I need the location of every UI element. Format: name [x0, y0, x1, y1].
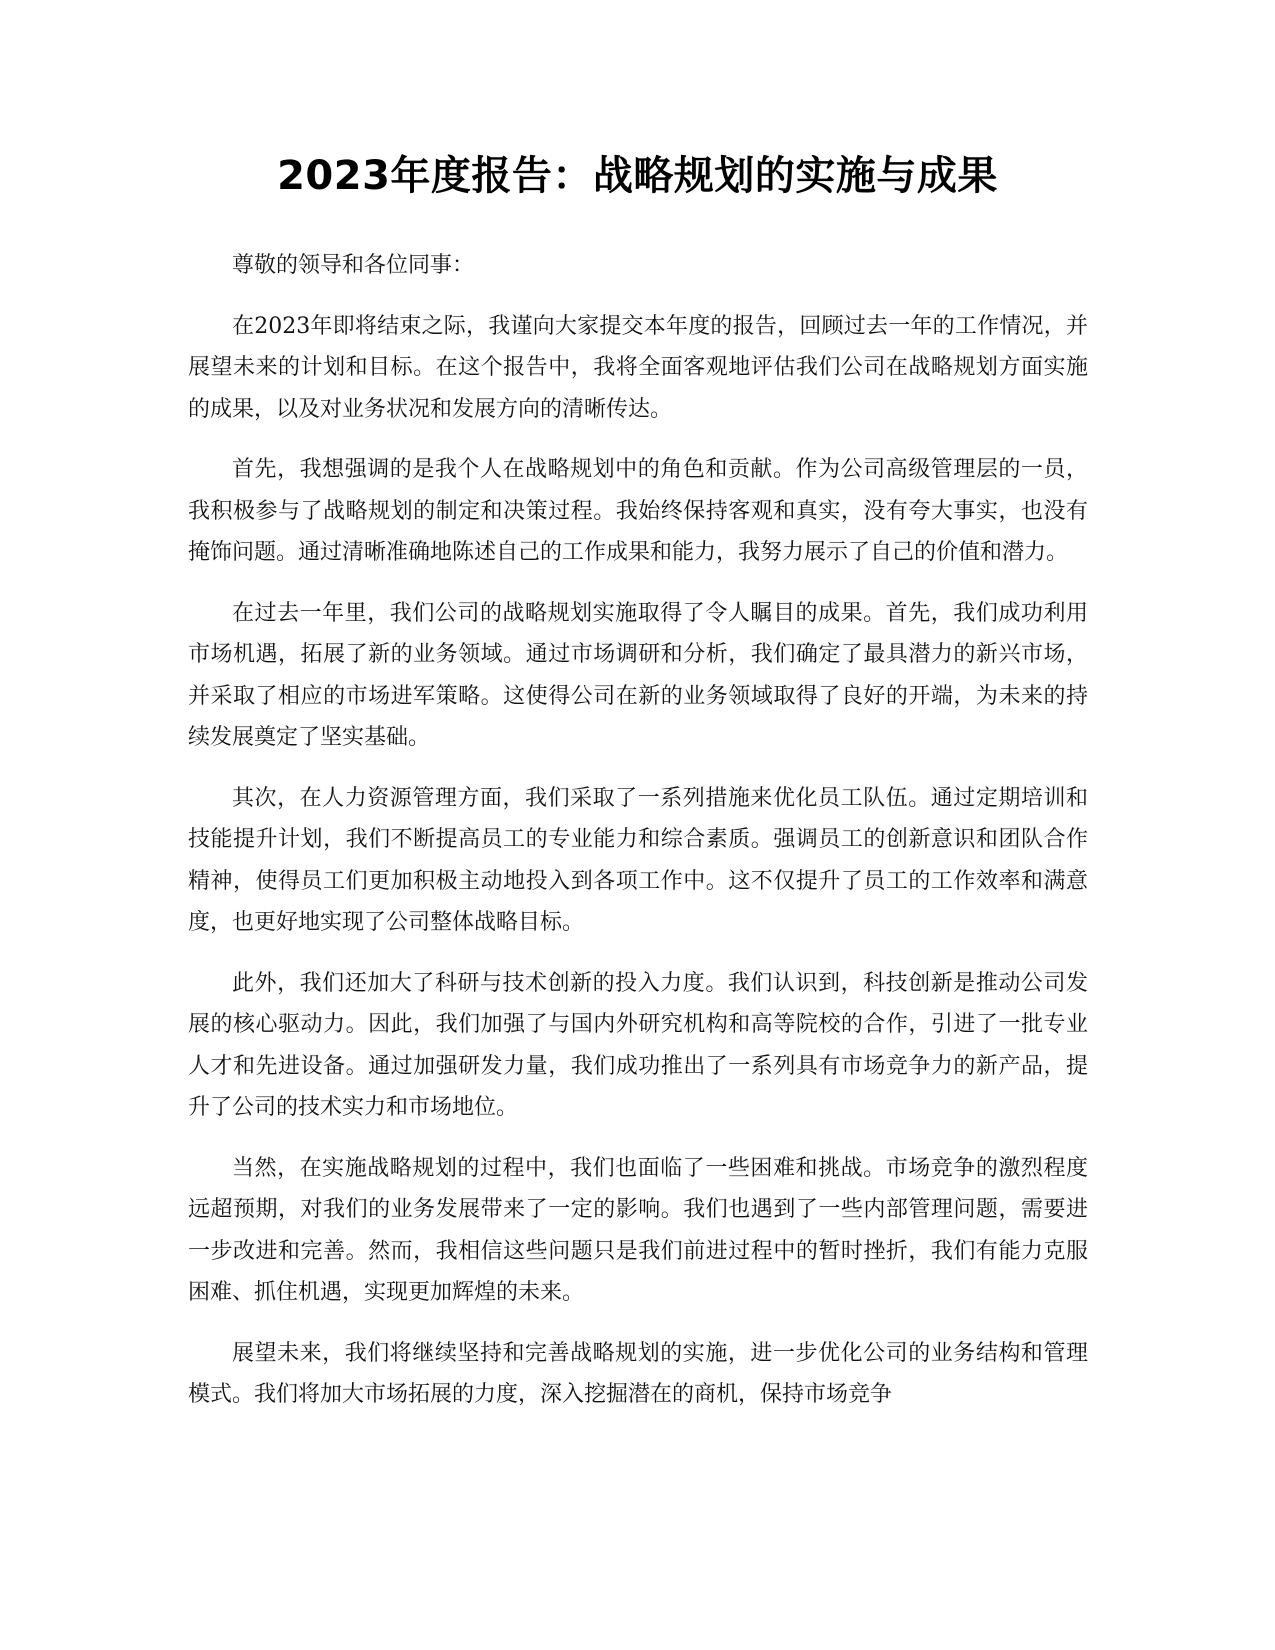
paragraph-rnd: 此外，我们还加大了科研与技术创新的投入力度。我们认识到，科技创新是推动公司发展的核心驱动力。因此，我们加强了与国内外研究机构和高等院校的合作，引进了一批专业人才和先进设备。通过加强研发力量，我们成功推出了一系列具有市场竞争力的新产品，提升了公司的技术实力和市场地位。 [188, 970, 1088, 1120]
paragraph-human-resources: 其次，在人力资源管理方面，我们采取了一系列措施来优化员工队伍。通过定期培训和技能提升计划，我们不断提高员工的专业能力和综合素质。强调员工的创新意识和团队合作精神，使得员工们更加积极主动地投入到各项工作中。这不仅提升了员工的工作效率和满意度，也更好地实现了公司整体战略目标。 [188, 785, 1088, 935]
document-body [188, 245, 1088, 1435]
paragraph-intro: 在2023年即将结束之际，我谨向大家提交本年度的报告，回顾过去一年的工作情况，并展望未来的计划和目标。在这个报告中，我将全面客观地评估我们公司在战略规划方面实施的成果，以及对业务状况和发展方向的清晰传达。 [188, 313, 1088, 422]
paragraph-personal-role: 首先，我想强调的是我个人在战略规划中的角色和贡献。作为公司高级管理层的一员，我积极参与了战略规划的制定和决策过程。我始终保持客观和真实，没有夸大事实，也没有掩饰问题。通过清晰准确地陈述自己的工作成果和能力，我努力展示了自己的价值和潜力。 [188, 457, 1088, 565]
paragraph-challenges: 当然，在实施战略规划的过程中，我们也面临了一些困难和挑战。市场竞争的激烈程度远超预期，对我们的业务发展带来了一定的影响。我们也遇到了一些内部管理问题，需要进一步改进和完善。然而，我相信这些问题只是我们前进过程中的暂时挫折，我们有能力克服困难、抓住机遇，实现更加辉煌的未来。 [188, 1155, 1088, 1305]
paragraph-achievements: 在过去一年里，我们公司的战略规划实施取得了令人瞩目的成果。首先，我们成功利用市场机遇，拓展了新的业务领域。通过市场调研和分析，我们确定了最具潜力的新兴市场，并采取了相应的市场进军策略。这使得公司在新的业务领域取得了良好的开端，为未来的持续发展奠定了坚实基础。 [188, 600, 1088, 750]
document-title: 2023年度报告：战略规划的实施与成果 [277, 153, 998, 199]
paragraph-outlook: 展望未来，我们将继续坚持和完善战略规划的实施，进一步优化公司的业务结构和管理模式。我们将加大市场拓展的力度，深入挖掘潜在的商机，保持市场竞争 [188, 1340, 1088, 1407]
salutation: 尊敬的领导和各位同事： [232, 253, 475, 278]
